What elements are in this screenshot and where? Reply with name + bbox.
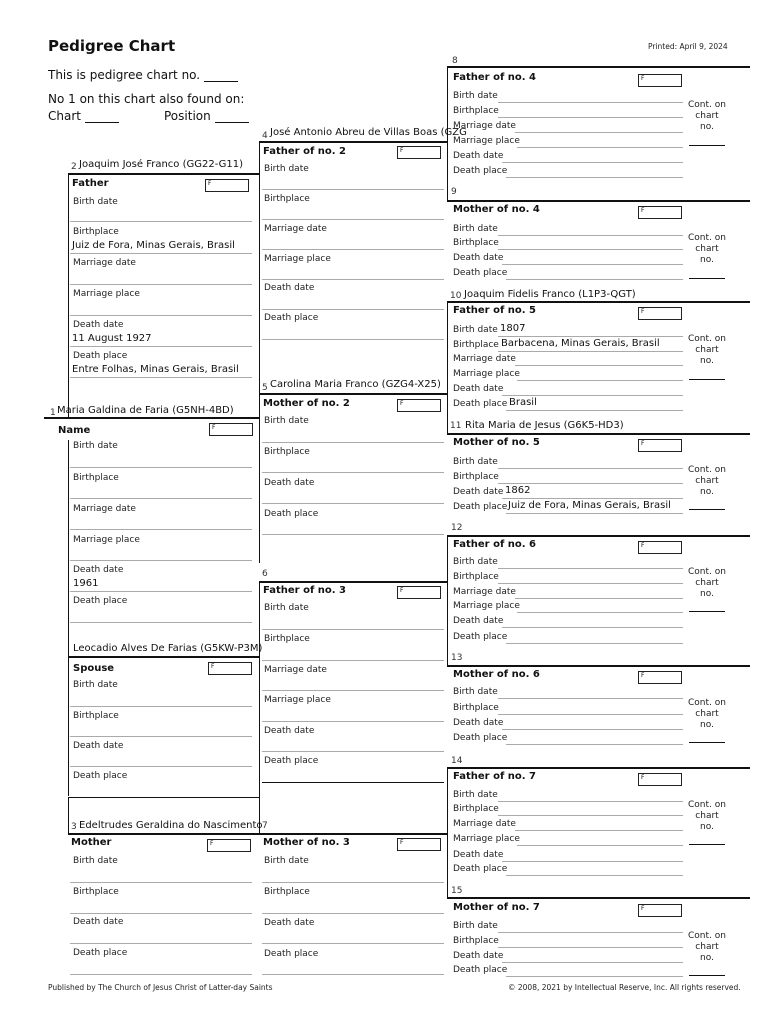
p4-death-place-label: Death place bbox=[264, 313, 319, 323]
person-9-line bbox=[447, 200, 750, 202]
p14-marriage-place-line[interactable] bbox=[517, 845, 683, 846]
p10-marriage-date-line[interactable] bbox=[515, 365, 683, 366]
p5-birthplace-label: Birthplace bbox=[264, 447, 310, 457]
spouse-birth-date-label: Birth date bbox=[73, 680, 118, 690]
person-4-bracket bbox=[259, 141, 260, 395]
also-found-label: No 1 on this chart also found on: bbox=[48, 92, 245, 106]
person-9-role: Mother of no. 4 bbox=[453, 204, 540, 215]
p11-death-date[interactable]: 1862 bbox=[505, 485, 531, 496]
p10-birth-date-line[interactable] bbox=[498, 336, 683, 337]
p6-marriage-place-label: Marriage place bbox=[264, 695, 331, 705]
p7-death-date-line[interactable] bbox=[262, 943, 444, 944]
p3-birthplace-line[interactable] bbox=[70, 913, 252, 914]
chart-number-field[interactable] bbox=[204, 81, 238, 82]
person-10-f-box[interactable] bbox=[638, 307, 682, 320]
p14-marriage-date-line[interactable] bbox=[515, 830, 683, 831]
p13-death-place-line[interactable] bbox=[506, 744, 683, 745]
footer-copyright: © 2008, 2021 by Intellectual Reserve, Inc. All rights reserved. bbox=[508, 983, 741, 992]
p3-birthplace-label: Birthplace bbox=[73, 887, 119, 897]
bracket-10-11 bbox=[447, 301, 448, 434]
p3-death-place-line[interactable] bbox=[70, 974, 252, 975]
p12-death-date-line[interactable] bbox=[502, 627, 683, 628]
person-7-number: 7 bbox=[262, 821, 268, 831]
p15-birth-date-label: Birth date bbox=[453, 921, 498, 931]
p8-marriage-date-label: Marriage date bbox=[453, 121, 516, 131]
p6-death-date-line[interactable] bbox=[262, 751, 444, 752]
p12-death-place-label: Death place bbox=[453, 632, 508, 642]
p7-birth-date-label: Birth date bbox=[264, 856, 309, 866]
person-11-line bbox=[447, 433, 750, 435]
p4-death-date-line[interactable] bbox=[262, 309, 444, 310]
p6-death-date-label: Death date bbox=[264, 726, 315, 736]
person-7-role: Mother of no. 3 bbox=[263, 837, 350, 848]
p14-birth-date-label: Birth date bbox=[453, 790, 498, 800]
person-10-number: 10 bbox=[450, 291, 462, 301]
p5-birth-date-line[interactable] bbox=[262, 442, 444, 443]
p8-birth-date-label: Birth date bbox=[453, 91, 498, 101]
p5-death-date-label: Death date bbox=[264, 478, 315, 488]
person-3-f-box[interactable] bbox=[207, 839, 251, 852]
p12-birth-date-line[interactable] bbox=[498, 568, 683, 569]
p11-birth-date-label: Birth date bbox=[453, 457, 498, 467]
p4-death-place-line[interactable] bbox=[262, 339, 444, 340]
person-1-bracket bbox=[68, 440, 69, 666]
p11-death-date-line[interactable] bbox=[502, 498, 683, 499]
p2-death-date[interactable]: 11 August 1927 bbox=[72, 333, 152, 344]
f-label: F bbox=[400, 587, 404, 594]
p10-death-place-label: Death place bbox=[453, 399, 508, 409]
cont-chart-11-field[interactable] bbox=[689, 509, 725, 510]
person-15-role: Mother of no. 7 bbox=[453, 902, 540, 913]
p1-birthplace-label: Birthplace bbox=[73, 473, 119, 483]
spouse-death-place-label: Death place bbox=[73, 771, 128, 781]
p13-birthplace-line[interactable] bbox=[498, 714, 683, 715]
person-15-line bbox=[447, 897, 750, 899]
spouse-death-date-line[interactable] bbox=[70, 766, 252, 767]
printed-date: Printed: April 9, 2024 bbox=[648, 42, 728, 51]
f-label: F bbox=[641, 308, 645, 315]
chart-number-text: This is pedigree chart no. bbox=[48, 68, 201, 82]
p8-birthplace-line[interactable] bbox=[498, 117, 683, 118]
cont-chart-14: Cont. on chart no. bbox=[688, 800, 726, 832]
p4-birth-date-label: Birth date bbox=[264, 164, 309, 174]
p14-death-place-label: Death place bbox=[453, 864, 508, 874]
p7-death-date-label: Death date bbox=[264, 918, 315, 928]
person-6-role: Father of no. 3 bbox=[263, 585, 347, 596]
p1-death-place-line[interactable] bbox=[70, 622, 252, 623]
person-2-role: Father bbox=[72, 178, 109, 189]
p2-birthplace-line[interactable] bbox=[70, 253, 252, 254]
person-14-number: 14 bbox=[451, 756, 463, 766]
bracket-8-9 bbox=[447, 66, 448, 201]
person-13-line bbox=[447, 665, 750, 667]
spouse-role: Spouse bbox=[73, 663, 115, 674]
p11-death-place-label: Death place bbox=[453, 502, 508, 512]
cont-chart-15-field[interactable] bbox=[689, 975, 725, 976]
cont-chart-14-field[interactable] bbox=[689, 844, 725, 845]
chart-ref bbox=[48, 109, 119, 123]
p1-marriage-place-label: Marriage place bbox=[73, 535, 140, 545]
chart-ref-text: Chart bbox=[48, 109, 81, 123]
p3-death-date-line[interactable] bbox=[70, 943, 252, 944]
p7-birthplace-label: Birthplace bbox=[264, 887, 310, 897]
p10-death-place[interactable]: Brasil bbox=[509, 397, 537, 408]
p15-birthplace-line[interactable] bbox=[498, 947, 683, 948]
cont-chart-11: Cont. on chart no. bbox=[688, 465, 726, 497]
p5-death-place-label: Death place bbox=[264, 509, 319, 519]
f-label: F bbox=[400, 400, 404, 407]
person-2-bracket bbox=[68, 173, 69, 417]
person-8-number: 8 bbox=[452, 56, 458, 66]
p2-marriage-date-line[interactable] bbox=[70, 284, 252, 285]
person-2-line bbox=[68, 173, 259, 175]
p10-marriage-place-label: Marriage place bbox=[453, 369, 520, 379]
p6-death-place-line[interactable] bbox=[262, 782, 444, 783]
person-2-name[interactable]: Joaquim José Franco (GG22-G11) bbox=[79, 159, 244, 170]
person-13-role: Mother of no. 6 bbox=[453, 669, 540, 680]
person-14-f-box[interactable] bbox=[638, 773, 682, 786]
page-title: Pedigree Chart bbox=[48, 37, 176, 55]
f-label: F bbox=[641, 440, 645, 447]
bracket-12-13 bbox=[447, 535, 448, 665]
f-label: F bbox=[210, 840, 214, 847]
person-4-f-box[interactable] bbox=[397, 146, 441, 159]
cont-chart-9: Cont. on chart no. bbox=[688, 233, 726, 265]
p1-death-place-label: Death place bbox=[73, 596, 128, 606]
p9-death-place-label: Death place bbox=[453, 268, 508, 278]
person-7-f-box[interactable] bbox=[397, 838, 441, 851]
person-14-line bbox=[447, 767, 750, 769]
person-11-f-box[interactable] bbox=[638, 439, 682, 452]
person-4-line bbox=[259, 141, 447, 143]
p6-marriage-place-line[interactable] bbox=[262, 721, 444, 722]
spouse-birth-date-line[interactable] bbox=[70, 706, 252, 707]
p12-marriage-place-line[interactable] bbox=[517, 612, 683, 613]
person-15-number: 15 bbox=[451, 886, 463, 896]
person-3-number: 3 bbox=[71, 822, 77, 832]
footer-published: Published by The Church of Jesus Christ of Latter-day Saints bbox=[48, 983, 273, 992]
person-13-number: 13 bbox=[451, 653, 463, 663]
p5-death-date-line[interactable] bbox=[262, 503, 444, 504]
p10-birth-date-label: Birth date bbox=[453, 325, 498, 335]
p8-death-place-label: Death place bbox=[453, 166, 508, 176]
p12-birth-date-label: Birth date bbox=[453, 557, 498, 567]
p9-death-date-label: Death date bbox=[453, 253, 504, 263]
p4-marriage-place-line[interactable] bbox=[262, 279, 444, 280]
p1-death-date-label: Death date bbox=[73, 565, 124, 575]
position-ref bbox=[164, 109, 249, 123]
p2-death-date-line[interactable] bbox=[70, 346, 252, 347]
p4-marriage-date-line[interactable] bbox=[262, 249, 444, 250]
p11-death-place[interactable]: Juiz de Fora, Minas Gerais, Brasil bbox=[508, 500, 671, 511]
p3-birth-date-label: Birth date bbox=[73, 856, 118, 866]
p15-death-place-label: Death place bbox=[453, 965, 508, 975]
cont-chart-8: Cont. on chart no. bbox=[688, 100, 726, 132]
chart-number-label bbox=[48, 68, 238, 82]
p9-birthplace-line[interactable] bbox=[498, 249, 683, 250]
position-ref-field[interactable] bbox=[215, 122, 249, 123]
f-label: F bbox=[641, 207, 645, 214]
p8-death-date-label: Death date bbox=[453, 151, 504, 161]
p3-death-place-label: Death place bbox=[73, 948, 128, 958]
p14-death-date-line[interactable] bbox=[502, 861, 683, 862]
p2-marriage-date-label: Marriage date bbox=[73, 258, 136, 268]
p4-death-date-label: Death date bbox=[264, 283, 315, 293]
p4-marriage-date-label: Marriage date bbox=[264, 224, 327, 234]
cont-chart-13-field[interactable] bbox=[689, 742, 725, 743]
p12-marriage-date-line[interactable] bbox=[515, 598, 683, 599]
p10-birthplace[interactable]: Barbacena, Minas Gerais, Brasil bbox=[501, 338, 660, 349]
person-8-f-box[interactable] bbox=[638, 74, 682, 87]
p6-death-place-label: Death place bbox=[264, 756, 319, 766]
chart-ref-field[interactable] bbox=[85, 122, 119, 123]
p1-marriage-date-line[interactable] bbox=[70, 529, 252, 530]
p8-marriage-place-label: Marriage place bbox=[453, 136, 520, 146]
cont-chart-10-field[interactable] bbox=[689, 379, 725, 380]
p11-birthplace-label: Birthplace bbox=[453, 472, 499, 482]
p12-marriage-place-label: Marriage place bbox=[453, 601, 520, 611]
p10-birthplace-line[interactable] bbox=[498, 351, 683, 352]
f-label: F bbox=[211, 663, 215, 670]
p2-birth-date-line[interactable] bbox=[70, 221, 252, 222]
p12-death-date-label: Death date bbox=[453, 616, 504, 626]
p3-birth-date-line[interactable] bbox=[70, 882, 252, 883]
p4-marriage-place-label: Marriage place bbox=[264, 254, 331, 264]
person-1-line bbox=[44, 417, 259, 419]
person-1-f-box[interactable] bbox=[209, 423, 253, 436]
p5-death-place-line[interactable] bbox=[262, 534, 444, 535]
p4-birthplace-label: Birthplace bbox=[264, 194, 310, 204]
p7-birth-date-line[interactable] bbox=[262, 882, 444, 883]
person-5-f-box[interactable] bbox=[397, 399, 441, 412]
person-5-number: 5 bbox=[262, 383, 268, 393]
person-10-line bbox=[447, 301, 750, 303]
spouse-death-date-label: Death date bbox=[73, 741, 124, 751]
person-12-f-box[interactable] bbox=[638, 541, 682, 554]
position-ref-text: Position bbox=[164, 109, 211, 123]
p13-death-date-label: Death date bbox=[453, 718, 504, 728]
person-8-role: Father of no. 4 bbox=[453, 72, 537, 83]
person-11-role: Mother of no. 5 bbox=[453, 437, 540, 448]
person-13-f-box[interactable] bbox=[638, 671, 682, 684]
p6-marriage-date-line[interactable] bbox=[262, 690, 444, 691]
p15-birth-date-line[interactable] bbox=[498, 932, 683, 933]
p6-birthplace-label: Birthplace bbox=[264, 634, 310, 644]
p14-birthplace-label: Birthplace bbox=[453, 804, 499, 814]
p14-marriage-date-label: Marriage date bbox=[453, 819, 516, 829]
p11-death-place-line[interactable] bbox=[506, 513, 683, 514]
f-label: F bbox=[400, 147, 404, 154]
p2-birthplace-label: Birthplace bbox=[73, 227, 119, 237]
p6-marriage-date-label: Marriage date bbox=[264, 665, 327, 675]
p12-birthplace-line[interactable] bbox=[498, 583, 683, 584]
p1-marriage-date-label: Marriage date bbox=[73, 504, 136, 514]
cont-chart-10: Cont. on chart no. bbox=[688, 334, 726, 366]
p15-birthplace-label: Birthplace bbox=[453, 936, 499, 946]
p8-death-date-line[interactable] bbox=[502, 162, 683, 163]
p2-birthplace[interactable]: Juiz de Fora, Minas Gerais, Brasil bbox=[72, 240, 235, 251]
p8-marriage-place-line[interactable] bbox=[517, 147, 683, 148]
person-12-number: 12 bbox=[451, 523, 463, 533]
p5-birthplace-line[interactable] bbox=[262, 472, 444, 473]
p2-death-place[interactable]: Entre Folhas, Minas Gerais, Brasil bbox=[72, 364, 239, 375]
p10-marriage-date-label: Marriage date bbox=[453, 354, 516, 364]
person-4-role: Father of no. 2 bbox=[263, 146, 347, 157]
p9-birth-date-line[interactable] bbox=[498, 235, 683, 236]
p10-marriage-place-line[interactable] bbox=[517, 380, 683, 381]
person-6-number: 6 bbox=[262, 569, 268, 579]
p14-birthplace-line[interactable] bbox=[498, 815, 683, 816]
person-2-f-box[interactable] bbox=[205, 179, 249, 192]
p9-death-place-line[interactable] bbox=[506, 279, 683, 280]
p12-birthplace-label: Birthplace bbox=[453, 572, 499, 582]
p6-birth-date-line[interactable] bbox=[262, 629, 444, 630]
person-1-role: Name bbox=[58, 425, 91, 436]
p13-birthplace-label: Birthplace bbox=[453, 703, 499, 713]
person-5-name[interactable]: Carolina Maria Franco (GZG4-X25) bbox=[270, 379, 441, 390]
f-label: F bbox=[641, 905, 645, 912]
p2-death-place-line[interactable] bbox=[70, 377, 252, 378]
p2-birth-date-label: Birth date bbox=[73, 197, 118, 207]
p8-birth-date-line[interactable] bbox=[498, 102, 683, 103]
p15-death-date-line[interactable] bbox=[502, 962, 683, 963]
person-4-number: 4 bbox=[262, 131, 268, 141]
bracket-14-15 bbox=[447, 767, 448, 897]
cont-chart-12: Cont. on chart no. bbox=[688, 567, 726, 599]
p14-marriage-place-label: Marriage place bbox=[453, 834, 520, 844]
cont-chart-9-field[interactable] bbox=[689, 278, 725, 279]
p9-death-date-line[interactable] bbox=[502, 264, 683, 265]
f-label: F bbox=[212, 424, 216, 431]
p11-birth-date-line[interactable] bbox=[498, 468, 683, 469]
p11-birthplace-line[interactable] bbox=[498, 483, 683, 484]
person-10-role: Father of no. 5 bbox=[453, 305, 537, 316]
p13-birth-date-label: Birth date bbox=[453, 687, 498, 697]
p13-death-date-line[interactable] bbox=[502, 729, 683, 730]
person-3-bracket bbox=[68, 797, 69, 833]
f-label: F bbox=[641, 75, 645, 82]
p2-marriage-place-line[interactable] bbox=[70, 315, 252, 316]
f-label: F bbox=[641, 542, 645, 549]
spouse-birthplace-line[interactable] bbox=[70, 736, 252, 737]
p4-birthplace-line[interactable] bbox=[262, 219, 444, 220]
person-1-name[interactable]: Maria Galdina de Faria (G5NH-4BD) bbox=[57, 405, 234, 416]
spouse-bottom-line bbox=[68, 797, 259, 798]
p14-death-place-line[interactable] bbox=[506, 875, 683, 876]
p1-birth-date-line[interactable] bbox=[70, 467, 252, 468]
p1-birth-date-label: Birth date bbox=[73, 441, 118, 451]
f-label: F bbox=[641, 672, 645, 679]
cont-chart-12-field[interactable] bbox=[689, 611, 725, 612]
p9-birthplace-label: Birthplace bbox=[453, 238, 499, 248]
person-12-line bbox=[447, 535, 750, 537]
p2-marriage-place-label: Marriage place bbox=[73, 289, 140, 299]
p5-birth-date-label: Birth date bbox=[264, 416, 309, 426]
p1-death-date[interactable]: 1961 bbox=[73, 578, 99, 589]
person-11-number: 11 bbox=[450, 421, 462, 431]
spouse-bracket bbox=[68, 656, 69, 796]
person-7-line bbox=[259, 833, 447, 835]
person-15-f-box[interactable] bbox=[638, 904, 682, 917]
spouse-birthplace-label: Birthplace bbox=[73, 711, 119, 721]
p3-death-date-label: Death date bbox=[73, 917, 124, 927]
cont-chart-8-field[interactable] bbox=[689, 145, 725, 146]
p2-death-place-label: Death place bbox=[73, 351, 128, 361]
p12-marriage-date-label: Marriage date bbox=[453, 587, 516, 597]
f-label: F bbox=[208, 180, 212, 187]
p10-death-date-line[interactable] bbox=[502, 395, 683, 396]
p11-death-date-label: Death date bbox=[453, 487, 504, 497]
person-3-role: Mother bbox=[71, 837, 112, 848]
person-6-line bbox=[259, 581, 447, 583]
f-label: F bbox=[641, 774, 645, 781]
p1-birthplace-line[interactable] bbox=[70, 498, 252, 499]
person-5-role: Mother of no. 2 bbox=[263, 398, 350, 409]
p8-marriage-date-line[interactable] bbox=[515, 132, 683, 133]
f-label: F bbox=[400, 839, 404, 846]
p2-death-date-label: Death date bbox=[73, 320, 124, 330]
p4-birth-date-line[interactable] bbox=[262, 189, 444, 190]
p10-death-place-line[interactable] bbox=[506, 410, 683, 411]
p10-birthplace-label: Birthplace bbox=[453, 340, 499, 350]
person-2-number: 2 bbox=[71, 162, 77, 172]
person-12-role: Father of no. 6 bbox=[453, 539, 537, 550]
spouse-line bbox=[68, 656, 259, 658]
p15-death-place-line[interactable] bbox=[506, 976, 683, 977]
p12-death-place-line[interactable] bbox=[506, 643, 683, 644]
p9-birth-date-label: Birth date bbox=[453, 224, 498, 234]
cont-chart-15: Cont. on chart no. bbox=[688, 931, 726, 963]
person-3-line bbox=[68, 833, 259, 835]
person-9-number: 9 bbox=[451, 187, 457, 197]
spouse-f-box[interactable] bbox=[208, 662, 252, 675]
p1-marriage-place-line[interactable] bbox=[70, 560, 252, 561]
person-8-line bbox=[447, 66, 750, 68]
person-3-name[interactable]: Edeltrudes Geraldina do Nascimento bbox=[79, 820, 263, 831]
person-4-name[interactable]: José Antonio Abreu de Villas Boas (GZG bbox=[270, 127, 467, 138]
p13-birth-date-line[interactable] bbox=[498, 698, 683, 699]
person-14-role: Father of no. 7 bbox=[453, 771, 537, 782]
p7-birthplace-line[interactable] bbox=[262, 913, 444, 914]
person-6-f-box[interactable] bbox=[397, 586, 441, 599]
p15-death-date-label: Death date bbox=[453, 951, 504, 961]
person-1-number: 1 bbox=[50, 408, 56, 418]
p7-death-place-line[interactable] bbox=[262, 974, 444, 975]
p8-birthplace-label: Birthplace bbox=[453, 106, 499, 116]
p13-death-place-label: Death place bbox=[453, 733, 508, 743]
p14-death-date-label: Death date bbox=[453, 850, 504, 860]
spouse-name[interactable]: Leocadio Alves De Farias (G5KW-P3M) bbox=[73, 643, 263, 654]
person-6-bracket bbox=[259, 581, 260, 833]
person-5-line bbox=[259, 393, 447, 395]
p10-birth-date[interactable]: 1807 bbox=[500, 323, 526, 334]
p8-death-place-line[interactable] bbox=[506, 177, 683, 178]
person-10-name[interactable]: Joaquim Fidelis Franco (L1P3-QGT) bbox=[464, 289, 636, 300]
p1-death-date-line[interactable] bbox=[70, 591, 252, 592]
p6-birth-date-label: Birth date bbox=[264, 603, 309, 613]
person-5-bracket bbox=[259, 393, 260, 563]
p7-death-place-label: Death place bbox=[264, 949, 319, 959]
person-9-f-box[interactable] bbox=[638, 206, 682, 219]
p6-birthplace-line[interactable] bbox=[262, 660, 444, 661]
person-11-name[interactable]: Rita Maria de Jesus (G6K5-HD3) bbox=[465, 420, 624, 431]
p10-death-date-label: Death date bbox=[453, 384, 504, 394]
p14-birth-date-line[interactable] bbox=[498, 801, 683, 802]
cont-chart-13: Cont. on chart no. bbox=[688, 698, 726, 730]
